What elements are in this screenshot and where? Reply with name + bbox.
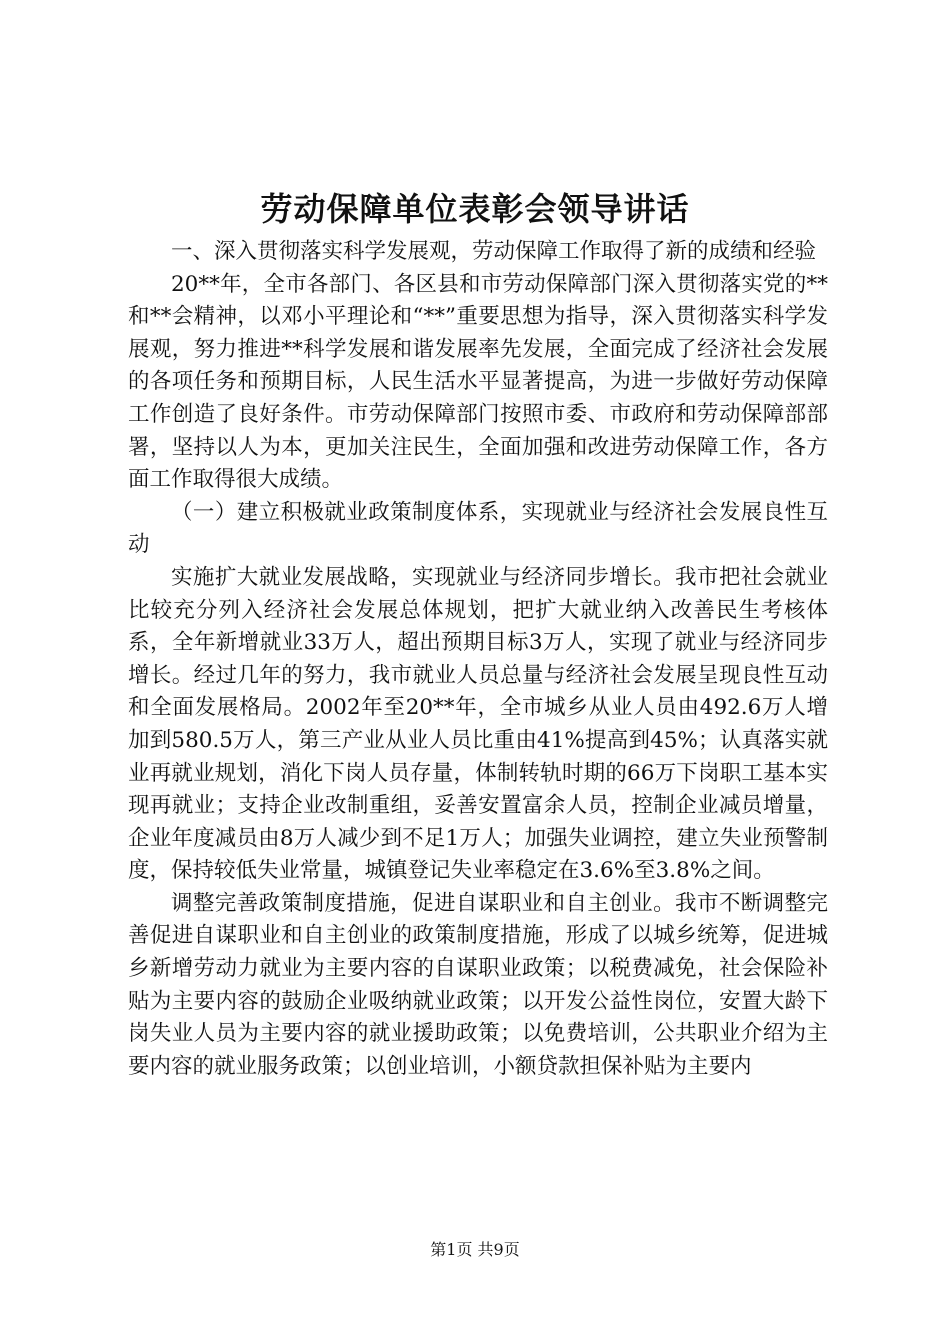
body-paragraph-2: 实施扩大就业发展战略，实现就业与经济同步增长。我市把社会就业比较充分列入经济社会发展总体规划，把扩大就业纳入改善民生考核体系，全年新增就业33万人，超出预期目标3万人，实现了就业与经济同步增长。经过几年的努力，我市就业人员总量与经济社会发展呈现良性互动和全面发展格局。2002年至20**年，全市城乡从业人员由492.6万人增加到580.5万人，第三产业从业人员比重由41%提高到45%；认真落实就业再就业规划，消化下岗人员存量，体制转轨时期的66万下岗职工基本实现再就业；支持企业改制重组，妥善安置富余人员，控制企业减员增量，企业年度减员由8万人减少到不足1万人；加强失业调控，建立失业预警制度，保持较低失业常量，城镇登记失业率稳定在3.6%至3.8%之间。 [128,564,828,884]
document-body [128,236,828,1083]
page-footer: 第1页 共9页 [430,1240,520,1259]
section-heading-1: 一、深入贯彻落实科学发展观，劳动保障工作取得了新的成绩和经验 [171,239,817,264]
document-title: 劳动保障单位表彰会领导讲话 [260,190,690,228]
body-paragraph-3: 调整完善政策制度措施，促进自谋职业和自主创业。我市不断调整完善促进自谋职业和自主创业的政策制度措施，形成了以城乡统筹，促进城乡新增劳动力就业为主要内容的自谋职业政策；以税费减免，社会保险补贴为主要内容的鼓励企业吸纳就业政策；以开发公益性岗位，安置大龄下岗失业人员为主要内容的就业援助政策；以免费培训，公共职业介绍为主要内容的就业服务政策；以创业培训，小额贷款担保补贴为主要内 [128,890,828,1079]
subsection-heading-1: （一）建立积极就业政策制度体系，实现就业与经济社会发展良性互动 [128,499,828,558]
body-paragraph-1: 20**年，全市各部门、各区县和市劳动保障部门深入贯彻落实党的**和**会精神，以邓小平理论和“**”重要思想为指导，深入贯彻落实科学发展观，努力推进**科学发展和谐发展率先发展，全面完成了经济社会发展的各项任务和预期目标，人民生活水平显著提高，为进一步做好劳动保障工作创造了良好条件。市劳动保障部门按照市委、市政府和劳动保障部部署，坚持以人为本，更加关注民生，全面加强和改进劳动保障工作，各方面工作取得很大成绩。 [128,271,828,493]
